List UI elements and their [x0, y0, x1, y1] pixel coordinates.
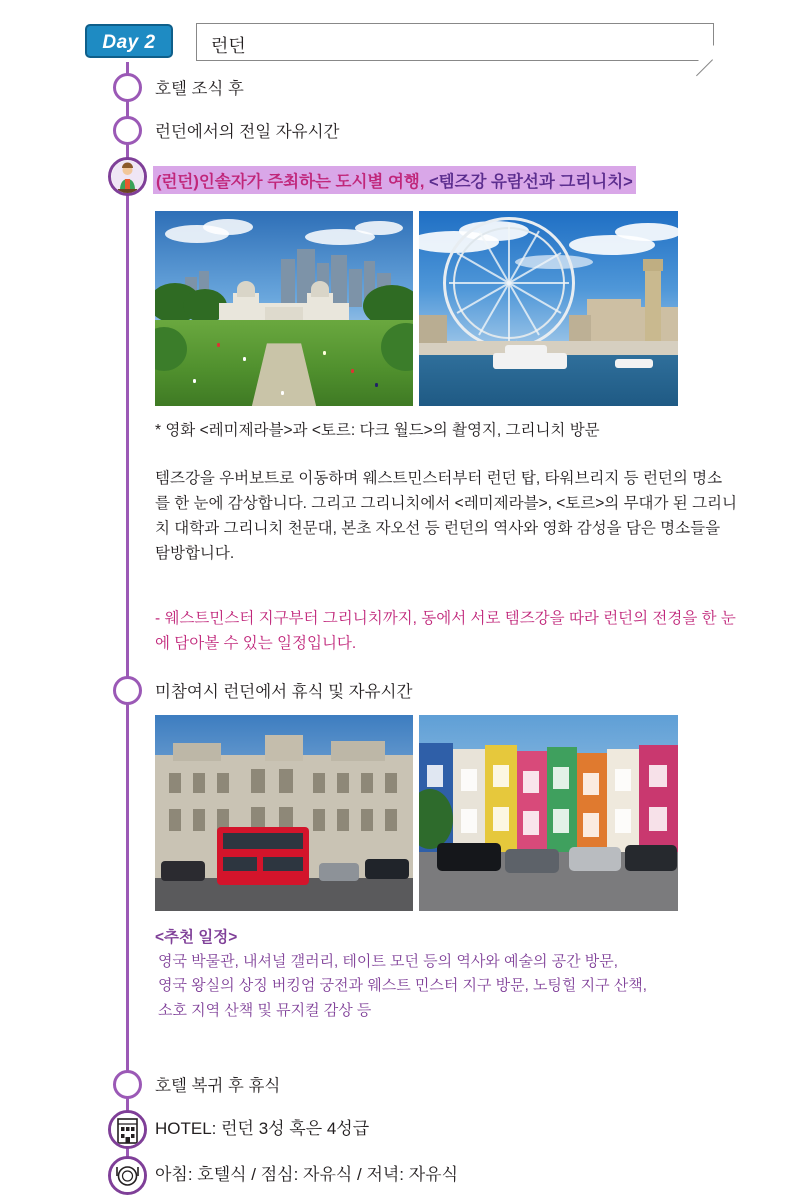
recommend-line-2: 영국 왕실의 상징 버킹엄 궁전과 웨스트 민스터 지구 방문, 노팅힐 지구 산책,: [158, 977, 647, 995]
recommend-line-3: 소호 지역 산책 및 뮤지컬 감상 등: [158, 1001, 372, 1019]
timeline-spine: [126, 62, 129, 1170]
notting-hill-photo: [419, 715, 678, 911]
timeline-item-rest-label: 미참여시 런던에서 휴식 및 자유시간: [155, 683, 413, 701]
recommend-line-1: 영국 박물관, 내셔널 갤러리, 테이트 모던 등의 역사와 예술의 공간 방문,: [158, 953, 618, 970]
day-badge: Day 2: [85, 24, 173, 58]
tour-guide-icon: [108, 157, 147, 196]
hotel-info: HOTEL: 런던 3성 혹은 4성급: [155, 1119, 370, 1138]
corner-fold-line: [696, 59, 713, 76]
tour-note: * 영화 <레미제라블>과 <토르: 다크 월드>의 촬영지, 그리니치 방문: [155, 422, 600, 439]
greenwich-park-photo: [155, 211, 413, 406]
timeline-item-free-day-label: 런던에서의 전일 자유시간: [155, 123, 340, 141]
guided-tour-highlight-text: <템즈강 유람선과 그리니치>: [429, 173, 633, 191]
timeline-item-hotel-return-label: 호텔 복귀 후 휴식: [155, 1077, 281, 1095]
meal-plate-icon: [108, 1156, 147, 1195]
whitehall-red-bus-photo: [155, 715, 413, 911]
page-header: [0, 12, 794, 60]
tour-description: 템즈강을 우버보트로 이동하며 웨스트민스터부터 런던 탑, 타워브리지 등 런던의 명소를 한 눈에 감상합니다. 그리고 그리니치에서 <레미제라블>, <토르>의 무대가 된 그리니치 대학과 그리니치 천문대, 본초 자오선 등 런던의 역사와 영화 감성을 담은 명소들을 탐방합니다.: [155, 470, 737, 563]
meal-info: 아침: 호텔식 / 점심: 자유식 / 저녁: 자유식: [155, 1165, 459, 1184]
hotel-building-icon: [108, 1110, 147, 1149]
timeline-node-morning: [113, 73, 142, 102]
london-eye-photo: [419, 211, 678, 406]
timeline-node-free-day: [113, 116, 142, 145]
recommend-title: <추천 일정>: [155, 929, 238, 946]
guided-tour-label: [153, 166, 636, 194]
timeline-node-rest: [113, 676, 142, 705]
tour-highlight-description: - 웨스트민스터 지구부터 그리니치까지, 동에서 서로 템즈강을 따라 런던의 전경을 한 눈에 담아볼 수 있는 일정입니다.: [155, 610, 736, 653]
recommend-list: [158, 950, 758, 1023]
page-title: 런던: [211, 36, 246, 56]
city-title-box: [196, 23, 714, 61]
timeline-node-hotel-return: [113, 1070, 142, 1099]
timeline-item-morning-label: 호텔 조식 후: [155, 80, 244, 98]
guided-tour-main-text: (런던)인솔자가 주최하는 도시별 여행,: [156, 173, 425, 191]
